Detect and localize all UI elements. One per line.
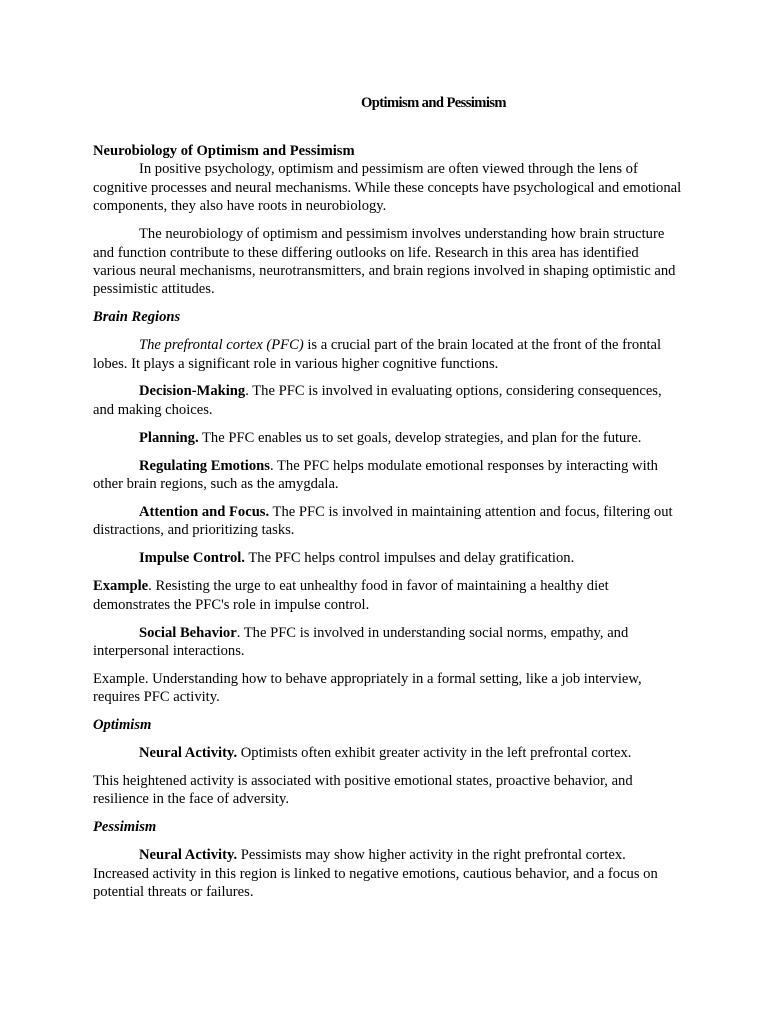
social-behavior-term: Social Behavior xyxy=(139,624,237,641)
optimism-neural-text: Optimists often exhibit greater activity in the left prefrontal cortex. xyxy=(237,745,632,762)
decision-making-paragraph xyxy=(93,382,683,419)
impulse-control-paragraph xyxy=(93,549,683,567)
document-body xyxy=(93,142,683,911)
decision-making-term: Decision-Making xyxy=(139,383,246,400)
regulating-emotions-paragraph xyxy=(93,457,683,494)
regulating-emotions-text: . The PFC helps modulate emotional responses by interacting with other brain regions, such as the amygdala. xyxy=(93,457,658,493)
pessimism-heading: Pessimism xyxy=(93,819,157,836)
attention-focus-term: Attention and Focus. xyxy=(139,504,270,520)
pessimism-neural-term: Neural Activity. xyxy=(139,847,238,864)
optimism-neural-term: Neural Activity. xyxy=(139,745,238,762)
optimism-neural-paragraph xyxy=(93,744,683,762)
intro-paragraph-2: The neurobiology of optimism and pessimism involves understanding how brain structure and function contribute to these differing outlooks on life. Research in this area has identified various neural mechanisms, neurotransmitters, and brain regions involved in shaping optimistic and pessimistic attitudes. xyxy=(93,226,676,298)
impulse-control-text: The PFC helps control impulses and delay gratification. xyxy=(244,550,575,567)
document-title: Optimism and Pessimism xyxy=(361,95,506,111)
impulse-control-term: Impulse Control. xyxy=(139,550,245,567)
example-social-paragraph: Example. Understanding how to behave appropriately in a formal setting, like a job interview, requires PFC activity. xyxy=(93,670,642,706)
planning-text: The PFC enables us to set goals, develop strategies, and plan for the future. xyxy=(198,429,642,446)
pfc-text: is a crucial part of the brain located at the front of the frontal lobes. It plays a significant role in various higher cognitive functions. xyxy=(93,337,662,372)
optimism-heading: Optimism xyxy=(93,717,152,734)
attention-focus-text: The PFC is involved in maintaining attention and focus, filtering out distractions, and prioritizing tasks. xyxy=(93,504,673,539)
planning-paragraph xyxy=(93,429,683,447)
pfc-term: The prefrontal cortex (PFC) xyxy=(139,337,304,354)
social-behavior-paragraph xyxy=(93,624,683,661)
regulating-emotions-term: Regulating Emotions xyxy=(139,457,270,474)
planning-term: Planning. xyxy=(139,429,199,446)
intro-paragraph-1: In positive psychology, optimism and pessimism are often viewed through the lens of cognitive processes and neural mechanisms. While these concepts have psychological and emotional components, they also have roots in neurobiology. xyxy=(93,161,682,215)
section-heading: Neurobiology of Optimism and Pessimism xyxy=(93,143,355,159)
brain-regions-heading: Brain Regions xyxy=(93,309,181,326)
example-term: Example xyxy=(93,578,149,595)
social-behavior-text: . The PFC is involved in understanding social norms, empathy, and interpersonal interactions. xyxy=(93,624,629,659)
example-impulse-text: . Resisting the urge to eat unhealthy food in favor of maintaining a healthy diet demonstrates the PFC's role in impulse control. xyxy=(93,578,609,613)
optimism-followup-paragraph: This heightened activity is associated with positive emotional states, proactive behavior, and resilience in the face of adversity. xyxy=(93,772,633,808)
decision-making-text: . The PFC is involved in evaluating options, considering consequences, and making choices. xyxy=(93,383,662,418)
attention-focus-paragraph xyxy=(93,503,683,540)
pessimism-neural-paragraph xyxy=(93,846,683,901)
pessimism-neural-text: Pessimists may show higher activity in the right prefrontal cortex. Increased activity in this region is linked to negative emotions, cautious behavior, and a focus on potential threats or failures. xyxy=(93,847,658,900)
example-impulse-paragraph xyxy=(93,577,683,614)
pfc-paragraph xyxy=(93,336,683,373)
